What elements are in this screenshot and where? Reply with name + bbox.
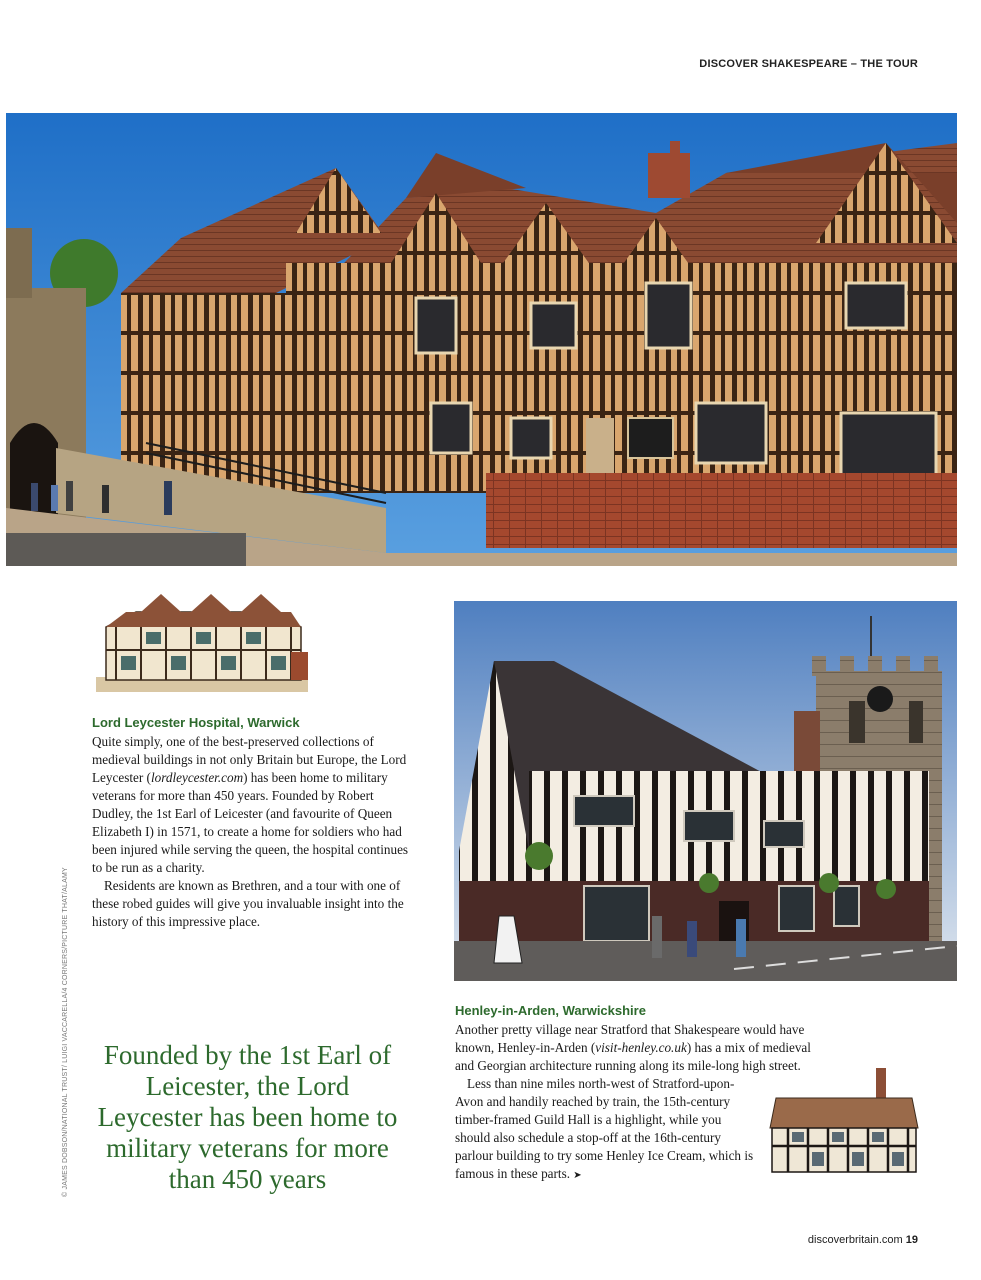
footer-site: discoverbritain.com	[807, 1234, 903, 1246]
photo-credit: © JAMES DOBSON/NATIONAL TRUST/ LUIGI VACCARELLA/4 CORNERS/PICTURE THAT/ALAMY	[62, 867, 69, 1197]
lord-leycester-illustration	[96, 592, 308, 694]
lord-leycester-paragraph-2: Residents are known as Brethren, and a tour with one of these robed guides will give you invaluable insight into the history of this impressive place.	[92, 878, 404, 929]
guild-hall-photo	[454, 601, 957, 981]
henley-paragraph-1: Another pretty village near Stratford that Shakespeare would have known, Henley-in-Arden (visit-henley.co.uk) has a mix of medieval and Georgian architecture running along its mile-long high street.	[455, 1022, 811, 1073]
lordleycester-link[interactable]: lordleycester.com	[150, 770, 244, 785]
continue-arrow-icon: ➤	[573, 1170, 582, 1181]
henley-title: Henley-in-Arden, Warwickshire	[455, 1003, 646, 1018]
lord-leycester-title: Lord Leycester Hospital, Warwick	[92, 715, 300, 730]
henley-paragraph-2: Less than nine miles north-west of Stratford-upon-Avon and handily reached by train, the 15th-century timber-framed Guild Hall is a highlight, while you should also schedule a stop-off at the 16th-century parlour building to try some Henley Ice Cream, which is famous in these parts. ➤	[455, 1076, 754, 1181]
visit-henley-link[interactable]: visit-henley.co.uk	[595, 1040, 687, 1055]
section-header: DISCOVER SHAKESPEARE – THE TOUR	[699, 58, 918, 70]
hero-photo	[6, 113, 957, 566]
lord-leycester-paragraph-1: Quite simply, one of the best-preserved collections of medieval buildings in not only Britain but Europe, the Lord Leycester (lordleycester.com) has been home to military veterans for more than 450 years. Founded by Robert Dudley, the 1st Earl of Leicester (and favourite of Queen Elizabeth I) in 1571, to create a home for soldiers who had been injured while serving the queen, the hospital continues to be run as a charity.	[92, 734, 409, 875]
lord-leycester-body	[92, 733, 412, 931]
pull-quote: Founded by the 1st Earl of Leicester, the Lord Leycester has been home to military veterans for more than 450 years	[97, 1040, 398, 1194]
guild-hall-illustration	[768, 1066, 920, 1176]
page-number: 19	[905, 1234, 918, 1246]
page-footer	[808, 1234, 918, 1246]
